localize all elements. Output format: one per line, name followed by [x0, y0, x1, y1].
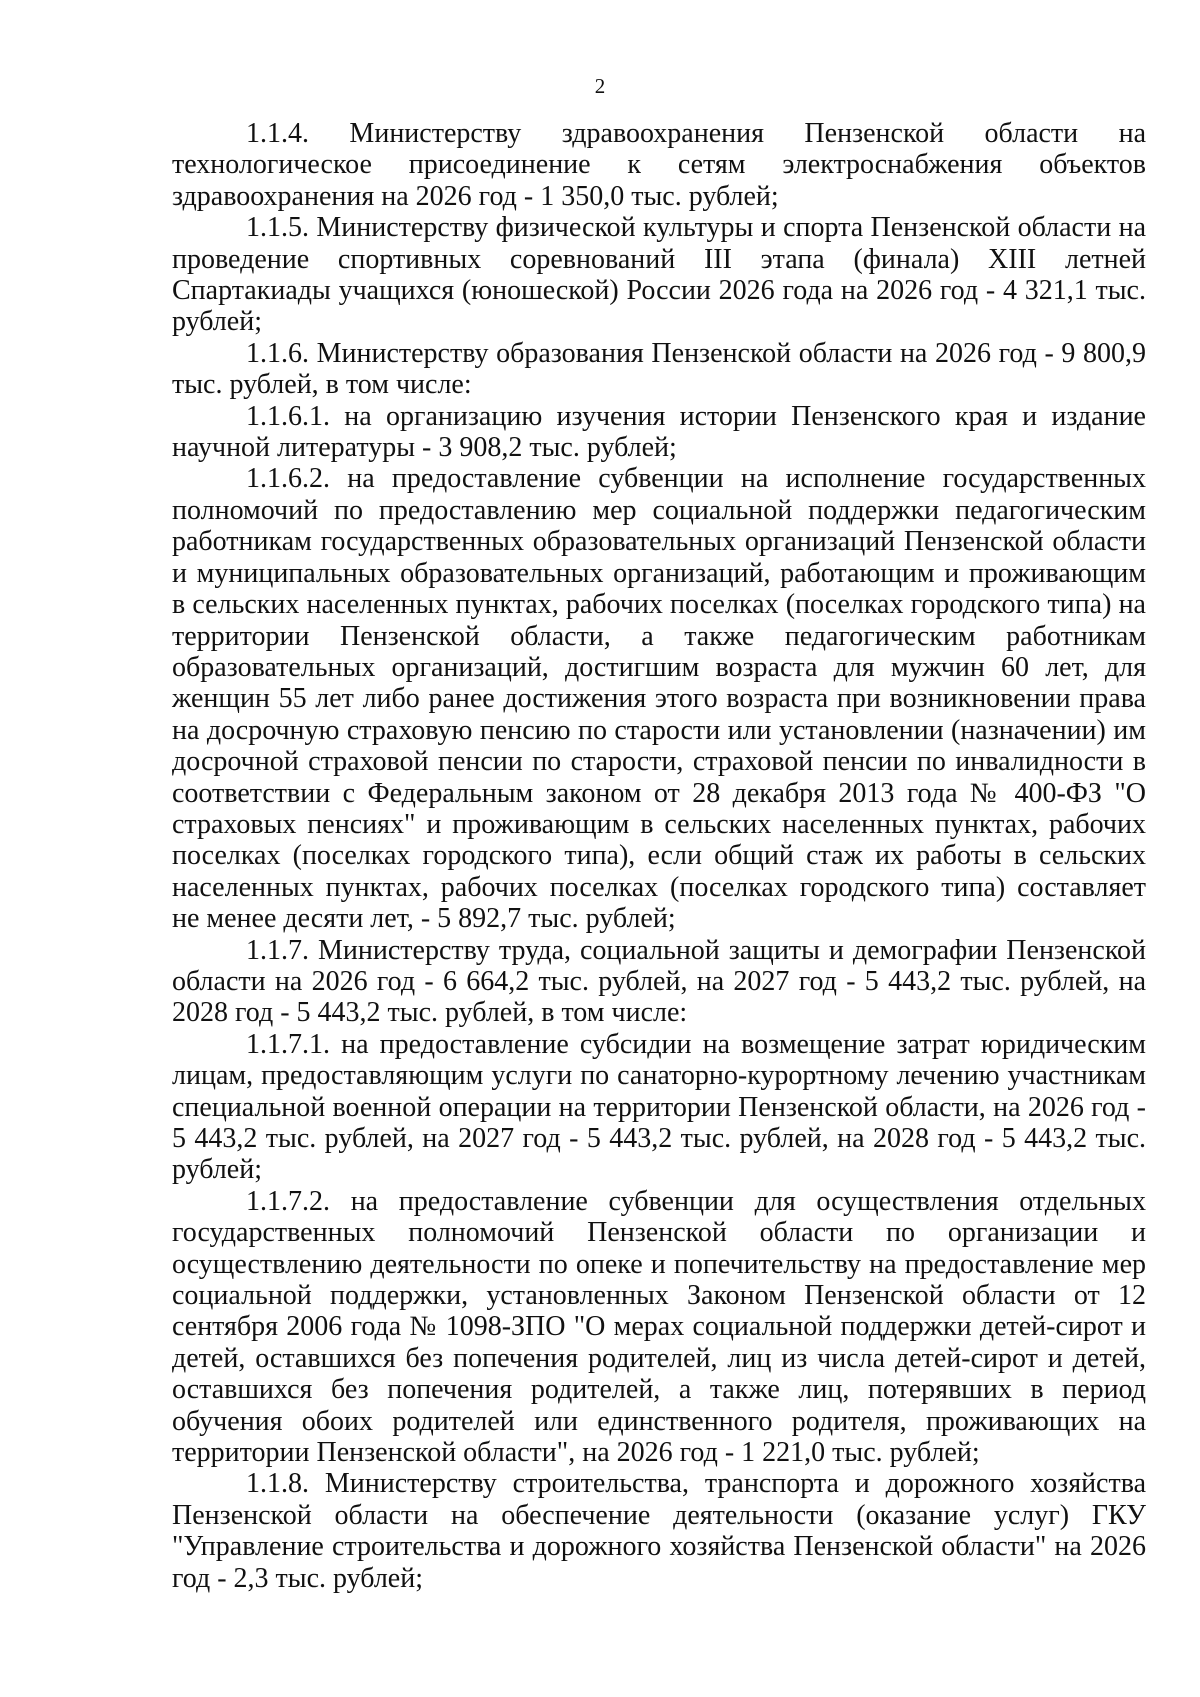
- page-number: 2: [594, 74, 606, 98]
- paragraph-1-1-6-2: 1.1.6.2. на предоставление субвенции на исполнение государственных полномочий по предоставлению мер социальной поддержки педагогическим работникам государственных образовательных организаций Пензенской области и муниципальных образовательных организаций, работающим и проживающим в сельских населенных пунктах, рабочих поселках (поселках городского типа) на территории Пензенской области, а также педагогическим работникам образовательных организаций, достигшим возраста для мужчин 60 лет, для женщин 55 лет либо ранее достижения этого возраста при возникновении права на досрочную страховую пенсию по старости или установлении (назначении) им досрочной страховой пенсии по старости, страховой пенсии по инвалидности в соответствии с Федеральным законом от 28 декабря 2013 года № 400-ФЗ "О страховых пенсиях" и проживающим в сельских населенных пунктах, рабочих поселках (поселках городского типа), если общий стаж их работы в сельских населенных пунктах, рабочих поселках (поселках городского типа) составляет не менее десяти лет, - 5 892,7 тыс. рублей;: [172, 463, 1146, 935]
- paragraph-1-1-7-2: 1.1.7.2. на предоставление субвенции для осуществления отдельных государственных полномочий Пензенской области по организации и осуществлению деятельности по опеке и попечительству на предоставление мер социальной поддержки, установленных Законом Пензенской области от 12 сентября 2006 года № 1098-ЗПО "О мерах социальной поддержки детей-сирот и детей, оставшихся без попечения родителей, лиц из числа детей-сирот и детей, оставшихся без попечения родителей, а также лиц, потерявших в период обучения обоих родителей или единственного родителя, проживающих на территории Пензенской области", на 2026 год - 1 221,0 тыс. рублей;: [172, 1185, 1146, 1469]
- document-body: [172, 118, 1146, 1594]
- paragraph-1-1-7: 1.1.7. Министерству труда, социальной защиты и демографии Пензенской области на 2026 год - 6 664,2 тыс. рублей, на 2027 год - 5 443,2 тыс. рублей, на 2028 год - 5 443,2 тыс. рублей, в том числе:: [172, 934, 1146, 1029]
- paragraph-1-1-7-1: 1.1.7.1. на предоставление субсидии на возмещение затрат юридическим лицам, предоставляющим услуги по санаторно-курортному лечению участникам специальной военной операции на территории Пензенской области, на 2026 год - 5 443,2 тыс. рублей, на 2027 год - 5 443,2 тыс. рублей, на 2028 год - 5 443,2 тыс. рублей;: [172, 1028, 1146, 1186]
- paragraph-1-1-6-1: 1.1.6.1. на организацию изучения истории Пензенского края и издание научной литературы - 3 908,2 тыс. рублей;: [172, 400, 1146, 464]
- paragraph-1-1-6: 1.1.6. Министерству образования Пензенской области на 2026 год - 9 800,9 тыс. рублей, в том числе:: [172, 337, 1146, 401]
- paragraph-1-1-8: 1.1.8. Министерству строительства, транспорта и дорожного хозяйства Пензенской области на обеспечение деятельности (оказание услуг) ГКУ "Управление строительства и дорожного хозяйства Пензенской области" на 2026 год - 2,3 тыс. рублей;: [172, 1468, 1146, 1594]
- paragraph-1-1-4: 1.1.4. Министерству здравоохранения Пензенской области на технологическое присоединение к сетям электроснабжения объектов здравоохранения на 2026 год - 1 350,0 тыс. рублей;: [172, 118, 1146, 212]
- paragraph-1-1-5: 1.1.5. Министерству физической культуры и спорта Пензенской области на проведение спортивных соревнований III этапа (финала) XIII летней Спартакиады учащихся (юношеской) России 2026 года на 2026 год - 4 321,1 тыс. рублей;: [172, 212, 1146, 338]
